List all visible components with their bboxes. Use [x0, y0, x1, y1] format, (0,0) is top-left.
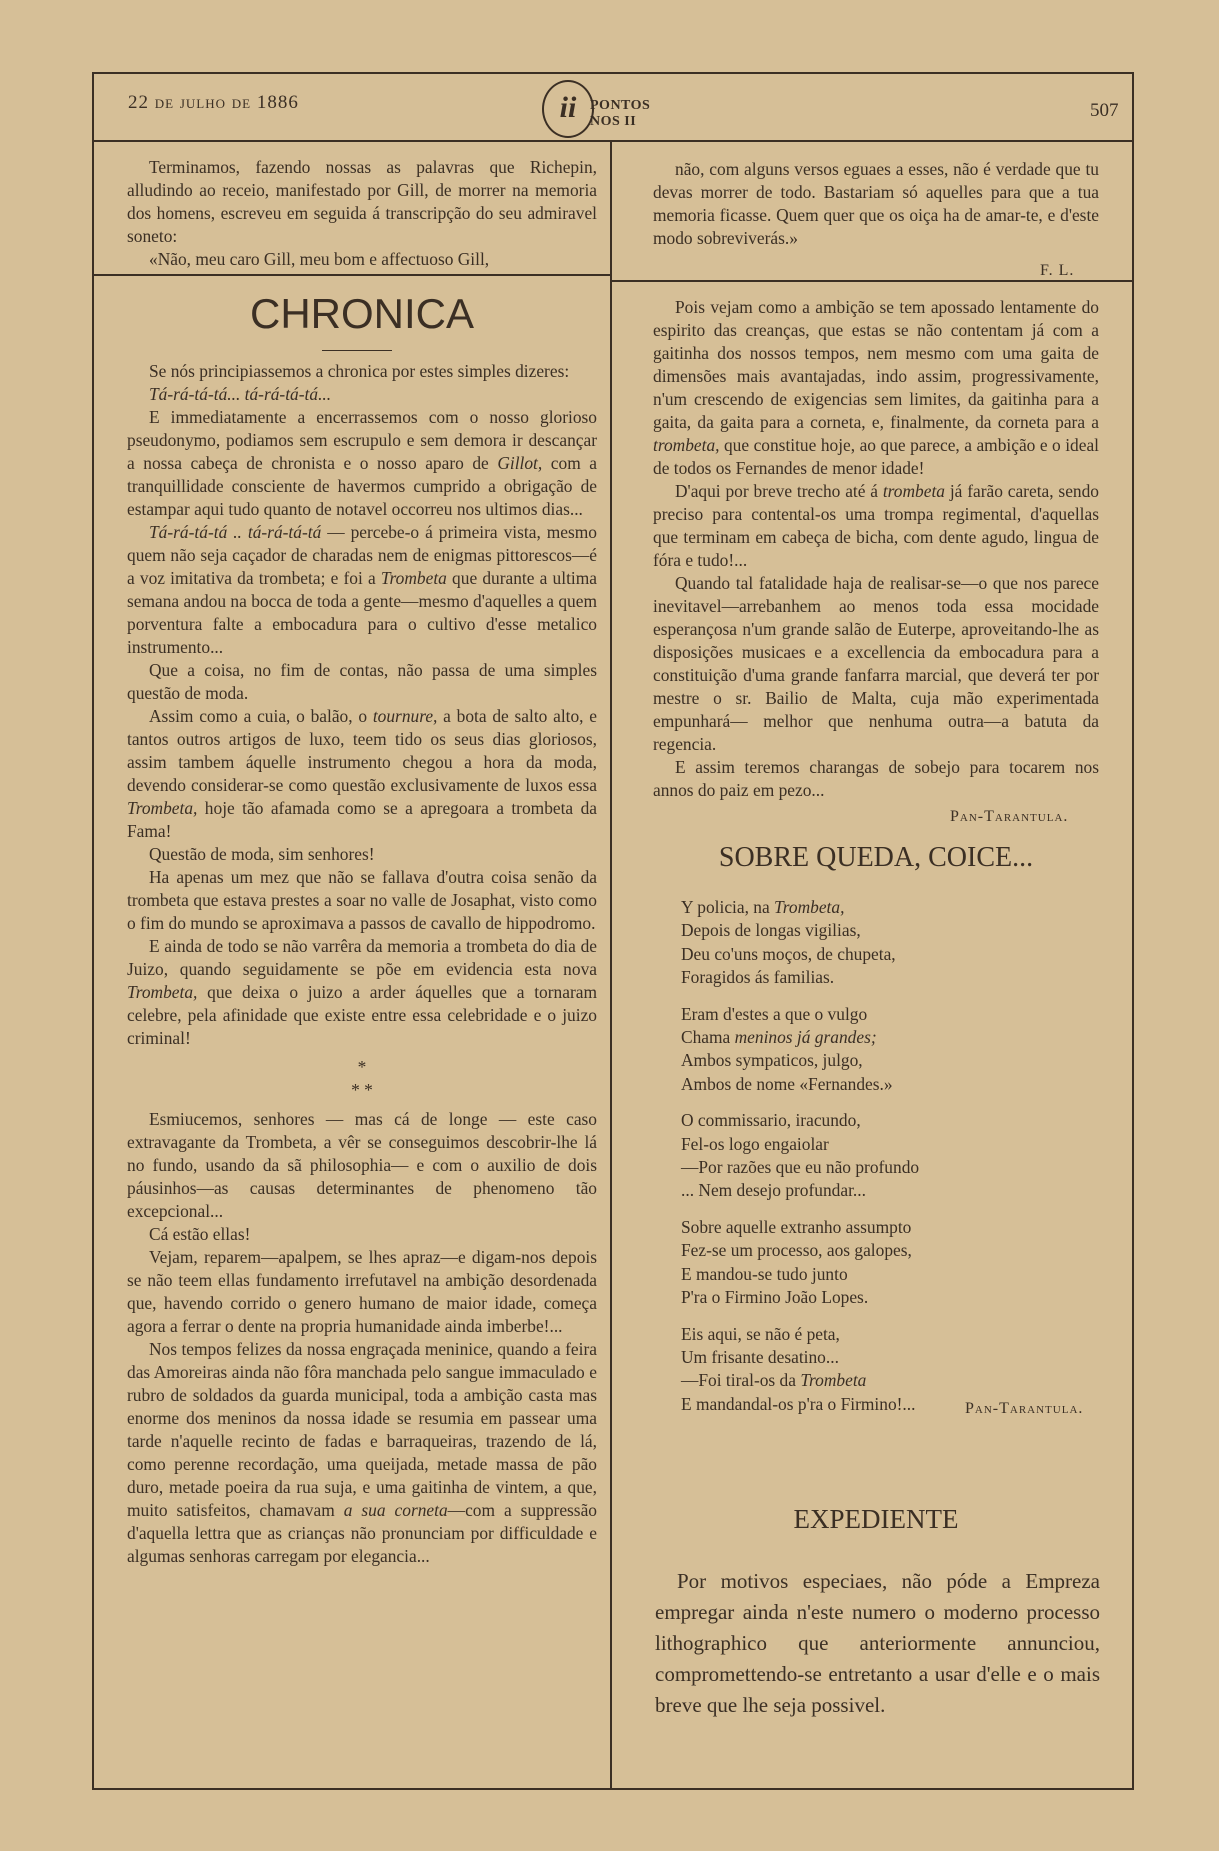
column-divider — [610, 140, 612, 1790]
paragraph — [127, 521, 597, 659]
text-run: E immediatamente a encerrassemos com o nosso glorioso pseudonymo, podiamos sem escrupulo e sem demora ir descançar a nossa cabeça de chronista e o nosso aparo de — [127, 407, 597, 473]
paragraph — [127, 1338, 597, 1568]
stanza — [681, 896, 919, 990]
paragraph — [127, 1108, 597, 1223]
text-run: que constitue hoje, ao que parece, a ambição e o ideal de todos os Fernandes de menor idade! — [653, 435, 1099, 478]
expediente-title: EXPEDIENTE — [793, 1504, 959, 1534]
chronica-body — [127, 360, 597, 1568]
page-number: 507 — [1090, 100, 1119, 121]
italic-text: Gillot, — [497, 453, 543, 473]
italic-text: Trombeta, — [127, 982, 198, 1002]
text-run: Vejam, reparem—apalpem, se lhes apraz—e digam-nos depois se não teem ellas fundamento irrefutavel na ambição desordenada que, havendo corrido o genero humano de maior idade, começa agora a ferrar o dente na propria humanidade ainda imberbe!... — [127, 1247, 597, 1336]
text-run: Foragidos ás familias. — [681, 967, 835, 988]
poem — [681, 896, 919, 1429]
text-run: Ha apenas um mez que não se fallava d'outra coisa senão da trombeta que estava prestes a soar no valle de Josaphat, visto como o fim do mundo se aproximava a passos de cavallo de hippodromo. — [127, 867, 597, 933]
verse-line — [681, 1323, 919, 1346]
text-run: Que a coisa, no fim de contas, não passa de uma simples questão de moda. — [127, 660, 597, 703]
italic-text: Trombeta, — [127, 798, 198, 818]
text-run: —Por razões que eu não profundo — [681, 1157, 920, 1178]
text-run: —Foi tiral-os da — [681, 1370, 801, 1391]
text-run: não, com alguns versos eguaes a esses, não é verdade que tu devas morrer de todo. Bastariam só aquelles para que a tua memoria ficasse. Quem quer que os oiça ha de amar-te, e d'este modo sobreviverás.» — [653, 159, 1099, 248]
paragraph — [127, 156, 597, 248]
text-run: Depois de longas vigilias, — [681, 920, 861, 941]
verse-line — [681, 943, 919, 966]
verse-line — [681, 1049, 919, 1072]
text-run: Sobre aquelle extranho assumpto — [681, 1216, 912, 1237]
paragraph — [127, 843, 597, 866]
text-run: E mandandal-os p'ra o Firmino!... — [681, 1393, 916, 1414]
verse-line — [681, 919, 919, 942]
italic-text: tournure, — [372, 706, 438, 726]
text-run: E ainda de todo se não varrêra da memoria a trombeta do dia de Juizo, quando seguidamente se põe em evidencia esta nova — [127, 936, 597, 979]
text-run: «Não, meu caro Gill, meu bom e affectuoso Gill, — [149, 249, 490, 269]
right-top-text — [653, 158, 1099, 250]
italic-text: Tá-rá-tá-tá .. tá-rá-tá-tá — [149, 522, 322, 542]
text-run: Ambos sympaticos, julgo, — [681, 1050, 863, 1071]
verse-line — [681, 1003, 919, 1026]
masthead-logo — [530, 78, 680, 136]
text-run: —com a suppressão d'aquella lettra que as crianças não pronunciam por difficuldade e algumas senhoras carregam por elegancia... — [127, 1500, 597, 1566]
verse-line — [681, 1109, 919, 1132]
verse-line — [681, 1369, 919, 1392]
text-run: Eram d'estes a que o vulgo — [681, 1003, 868, 1024]
text-run: Assim como a cuia, o balão, o — [149, 706, 373, 726]
paragraph — [127, 360, 597, 383]
text-run: O commissario, iracundo, — [681, 1110, 861, 1131]
paragraph — [127, 935, 597, 1050]
paragraph — [127, 406, 597, 521]
chronica-title: CHRONICA — [249, 290, 474, 337]
text-run: já farão careta, sendo preciso para contental-os uma trompa regimental, d'aquellas que terminam em cabeça de bicha, com dente agudo, lingua de fóra e tudo!... — [653, 481, 1099, 570]
right-main-text — [653, 296, 1099, 802]
text-run: ... Nem desejo profundar... — [681, 1180, 866, 1201]
paragraph — [127, 383, 597, 406]
paragraph — [653, 480, 1099, 572]
text-run: Terminamos, fazendo nossas as palavras que Richepin, alludindo ao receio, manifestado por Gill, de morrer na memoria dos homens, escreveu em seguida á transcripção do seu admiravel soneto: — [127, 157, 597, 246]
logo-wordmark: PONTOS NOS II — [590, 98, 651, 129]
expediente-notice — [655, 1566, 1100, 1721]
stanza — [681, 1003, 919, 1097]
paragraph — [127, 705, 597, 843]
section-separator — [127, 1056, 597, 1102]
text-run: — percebe-o á primeira vista, mesmo quem não seja caçador de charadas nem de enigmas pittorescos—é a voz imitativa da trombeta; e foi a — [127, 522, 597, 588]
text-run: Fel-os logo engaiolar — [681, 1133, 829, 1154]
text-run: Deu co'uns moços, de chupeta, — [681, 943, 896, 964]
paragraph — [653, 756, 1099, 802]
paragraph — [127, 659, 597, 705]
verse-line — [681, 1393, 919, 1416]
paragraph — [653, 572, 1099, 756]
text-run: Ambos de nome «Fernandes.» — [681, 1073, 893, 1094]
paragraph — [127, 248, 597, 271]
left-top-divider — [92, 274, 610, 276]
verse-line — [681, 1156, 919, 1179]
paragraph — [653, 158, 1099, 250]
paragraph — [653, 296, 1099, 480]
italic-text: Trombeta — [380, 568, 447, 588]
text-run: com a tranquillidade consciente de havermos cumprido a obrigação de estampar aqui tudo quanto de notavel occorreu nos ultimos dias... — [127, 453, 597, 519]
logo-seal-icon: ii — [542, 80, 594, 138]
title-rule — [322, 350, 392, 351]
verse-line — [681, 1179, 919, 1202]
expediente-text: Por motivos especiaes, não póde a Empreza empregar ainda n'este numero o moderno processo lithographico que anteriormente annunciou, compromettendo-se entretanto a usar d'elle e o mais breve que lhe seja possivel. — [655, 1569, 1100, 1717]
header-divider — [92, 140, 1134, 142]
text-run: Cá estão ellas! — [149, 1224, 251, 1244]
left-top-text — [127, 156, 597, 271]
text-run: Y policia, na — [681, 897, 775, 917]
verse-line — [681, 1346, 919, 1369]
text-run: Chama — [681, 1027, 735, 1048]
text-run: Um frisante desatino... — [681, 1346, 839, 1367]
stanza — [681, 1216, 919, 1310]
text-run: D'aqui por breve trecho até á — [675, 481, 883, 501]
separator-stars: * * — [351, 1080, 373, 1100]
verse-line — [681, 966, 919, 989]
text-run: Pois vejam como a ambição se tem apossado lentamente do espirito das creanças, que estas se não contentam já com a gaitinha dos nossos tempos, nem mesmo com uma gaita de dimensões mais avantajadas, indo assim, progressivamente, n'um crescendo de exigencias sem limites, da gaitinha para a gaita, da gaita para a corneta, e, finalmente, da corneta para a — [653, 297, 1099, 432]
text-run: Fez-se um processo, aos galopes, — [681, 1240, 912, 1261]
text-run: hoje tão afamada como se a apregoara a trombeta da Fama! — [127, 798, 597, 841]
signature-pan-tarantula: Pan-Tarantula. — [950, 808, 1069, 825]
verse-line — [681, 1286, 919, 1309]
verse-line — [681, 896, 919, 919]
text-run: Eis aqui, se não é peta, — [681, 1323, 840, 1344]
chronica-part-2 — [127, 1108, 597, 1568]
signature-fl: F. L. — [1040, 262, 1075, 279]
text-run: Questão de moda, sim senhores! — [149, 844, 375, 864]
italic-text: meninos já grandes; — [734, 1027, 877, 1048]
paragraph — [127, 866, 597, 935]
text-run: Nos tempos felizes da nossa engraçada meninice, quando a feira das Amoreiras ainda não fôra manchada pelo sangue immaculado e rubro de soldados da guarda municipal, toda a ambição casta mas enorme dos meninos da nossa idade se resumia em passear uma tarde n'aquelle recinto de fadas e barraqueiras, trazendo de lá, como perenne recordação, uma queijada, metade massa de pão duro, metade poeira da rua suja, e uma gaitinha de vintem, a que, muito satisfeitos, chamavam — [127, 1339, 597, 1520]
text-run: P'ra o Firmino João Lopes. — [681, 1287, 869, 1308]
verse-line — [681, 1133, 919, 1156]
italic-text: a sua corneta — [343, 1500, 448, 1520]
text-run: que deixa o juizo a arder áquelles que a tornaram celebre, pela afinidade que existe entre essa celebridade e o juizo criminal! — [127, 982, 597, 1048]
text-run: que durante a ultima semana andou na bocca de toda a gente—mesmo d'aquelles a quem porventura falte a embocadura para o cultivo d'esse metalico instrumento... — [127, 568, 597, 657]
chronica-part-1 — [127, 360, 597, 1050]
poem-signature: Pan-Tarantula. — [965, 1400, 1084, 1417]
text-run: E mandou-se tudo junto — [681, 1263, 848, 1284]
verse-line — [681, 1239, 919, 1262]
text-run: a bota de salto alto, e tantos outros artigos de luxo, teem tido os seus dias gloriosos, assim tambem áquelle instrumento chegou a hora da moda, devendo considerar-se como questão exclusivamente de luxos essa — [127, 706, 598, 795]
verse-line — [681, 1026, 919, 1049]
separator-star: * — [357, 1057, 367, 1077]
paragraph — [127, 1223, 597, 1246]
italic-text: trombeta, — [653, 435, 720, 455]
verse-line — [681, 1073, 919, 1096]
text-run: E assim teremos charangas de sobejo para tocarem nos annos do paiz em pezo... — [653, 757, 1099, 800]
stanza — [681, 1323, 919, 1417]
text-run: Se nós principiassemos a chronica por estes simples dizeres: — [149, 361, 570, 381]
italic-text: Trombeta, — [774, 897, 845, 917]
poem-title: SOBRE QUEDA, COICE... — [718, 842, 1034, 873]
italic-text: trombeta — [882, 481, 945, 501]
stanza — [681, 1109, 919, 1203]
text-run: Quando tal fatalidade haja de realisar-se—o que nos parece inevitavel—arrebanhem ao menos toda essa mocidade esperançosa n'um grande salão de Euterpe, aproveitando-lhe as disposições musicaes e a excellencia da embocadura para a constituição d'uma grande fanfarra marcial, que deverá ter por mestre o sr. Bailio de Malta, cuja mão experimentada empunhará— melhor que nenhuma outra—a batuta da regencia. — [653, 573, 1099, 754]
italic-text: Trombeta — [800, 1370, 867, 1391]
right-top-divider — [612, 280, 1134, 282]
issue-date: 22 de julho de 1886 — [128, 92, 299, 113]
paragraph — [127, 1246, 597, 1338]
verse-line — [681, 1216, 919, 1239]
italic-text: Tá-rá-tá-tá... tá-rá-tá-tá... — [149, 384, 332, 404]
text-run: Esmiucemos, senhores — mas cá de longe — este caso extravagante da Trombeta, a vêr se conseguimos descobrir-lhe lá no fundo, usando da sã philosophia— e com o auxilio de dois páusinhos—as causas determinantes de phenomeno tão excepcional... — [127, 1109, 597, 1221]
verse-line — [681, 1263, 919, 1286]
